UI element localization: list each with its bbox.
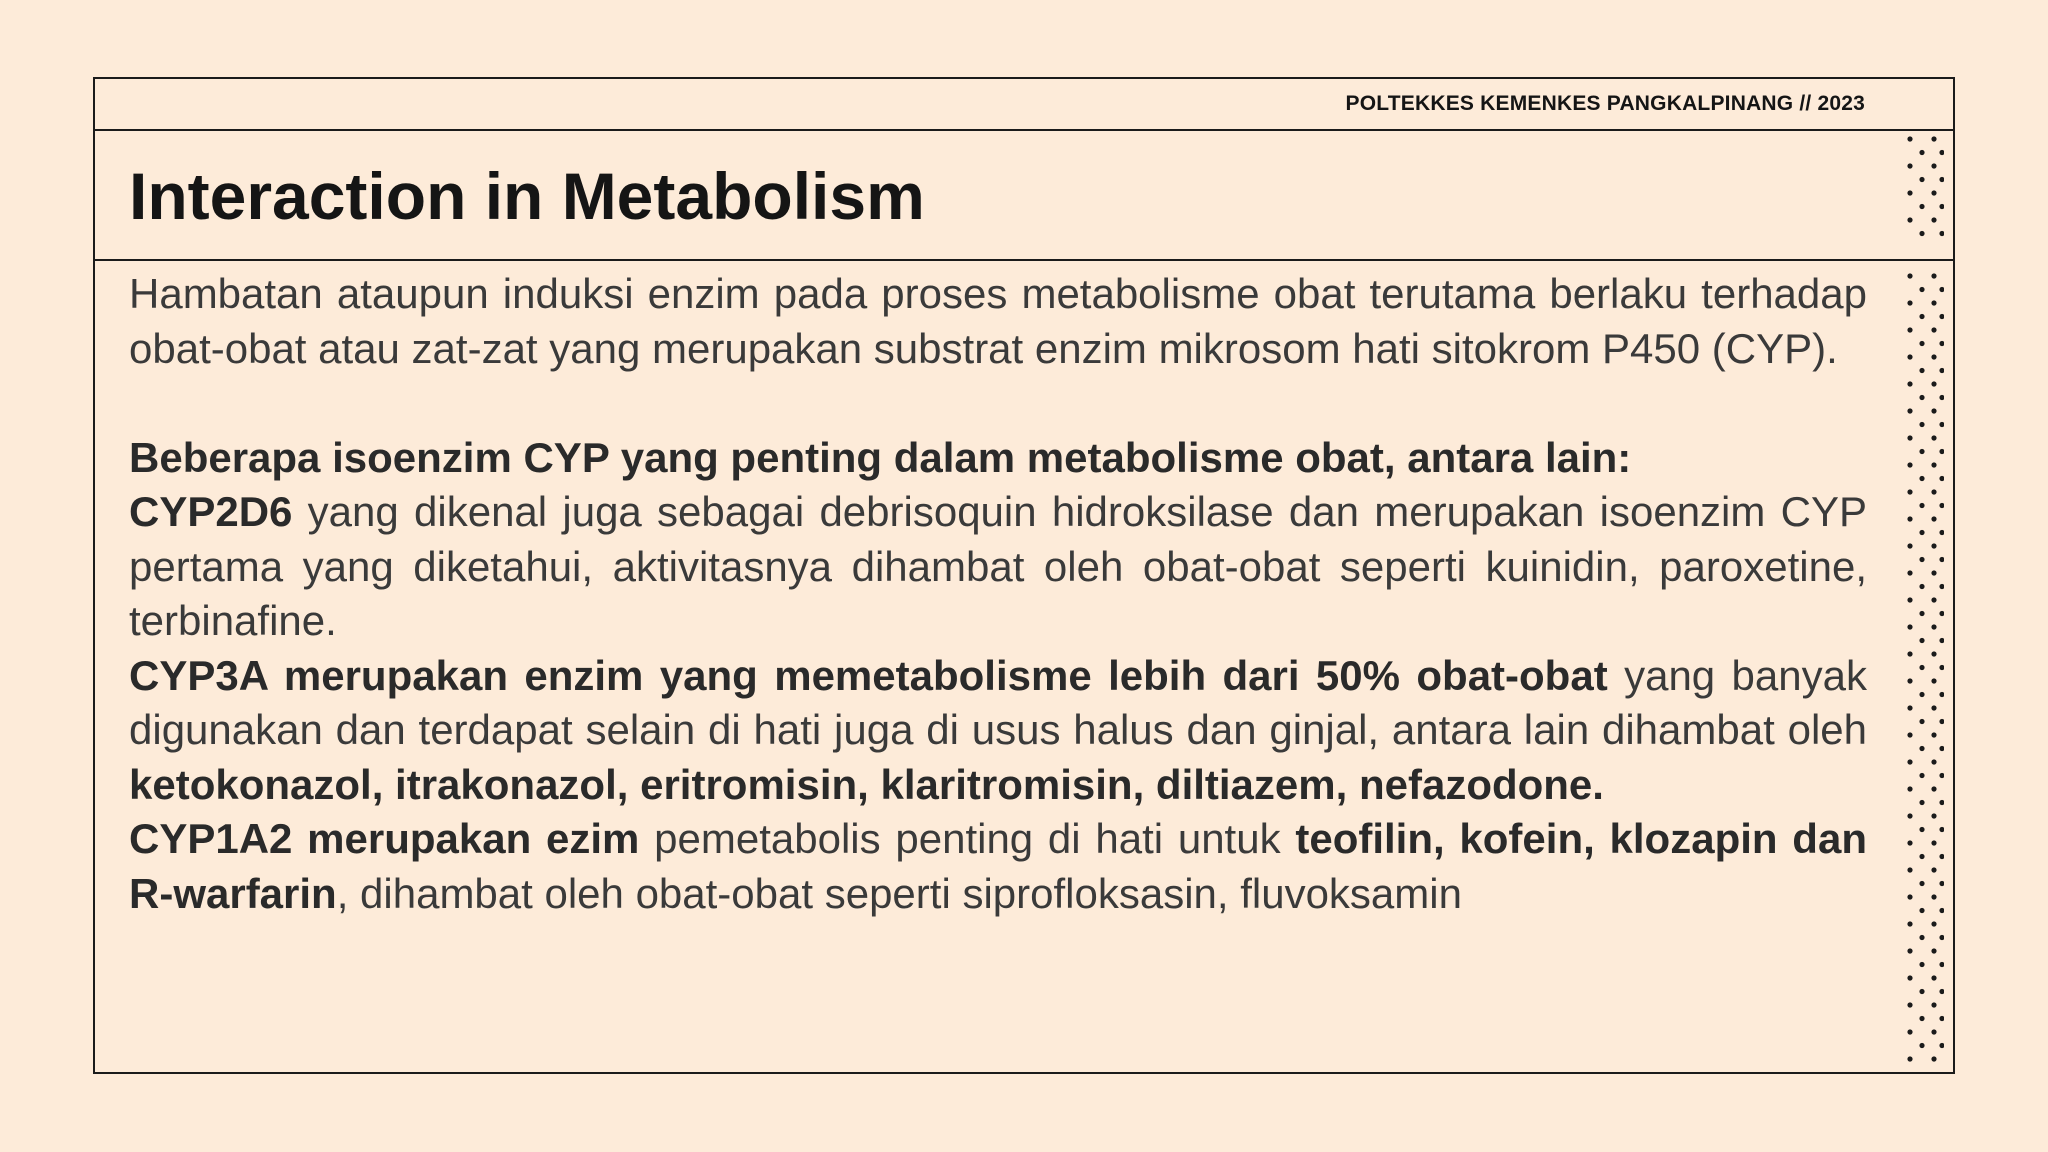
decorative-dot	[1939, 150, 1944, 155]
decorative-dot	[1907, 867, 1912, 872]
decorative-dot	[1919, 854, 1924, 859]
decorative-dot	[1919, 204, 1924, 209]
cyp2d6-name: CYP2D6	[129, 488, 293, 535]
dot-pattern-top	[1904, 135, 1944, 245]
decorative-dot	[1907, 570, 1912, 575]
header-bar	[95, 79, 1953, 131]
decorative-dot	[1939, 584, 1944, 589]
decorative-dot	[1931, 217, 1936, 222]
decorative-dot	[1939, 530, 1944, 535]
decorative-dot	[1907, 975, 1912, 980]
decorative-dot	[1907, 678, 1912, 683]
decorative-dot	[1931, 190, 1936, 195]
organization-label: POLTEKKES KEMENKES PANGKALPINANG // 2023	[1345, 92, 1865, 115]
decorative-dot	[1931, 489, 1936, 494]
decorative-dot	[1907, 217, 1912, 222]
decorative-dot	[1907, 300, 1912, 305]
decorative-dot	[1939, 314, 1944, 319]
decorative-dot	[1939, 449, 1944, 454]
decorative-dot	[1907, 840, 1912, 845]
cyp1a2-bold: CYP1A2 merupakan ezim	[129, 815, 640, 862]
decorative-dot	[1939, 800, 1944, 805]
decorative-dot	[1939, 881, 1944, 886]
cyp3a-text: yang banyak digunakan dan terdapat selain di hati juga di usus halus dan ginjal, antara lain dihambat oleh	[129, 651, 1867, 753]
decorative-dot	[1931, 381, 1936, 386]
decorative-dot	[1919, 638, 1924, 643]
decorative-dot	[1931, 705, 1936, 710]
decorative-dot	[1907, 732, 1912, 737]
decorative-dot	[1919, 287, 1924, 292]
decorative-dot	[1919, 962, 1924, 967]
decorative-dot	[1907, 435, 1912, 440]
list-heading-paragraph	[129, 431, 1867, 486]
decorative-dot	[1919, 1043, 1924, 1048]
decorative-dot	[1907, 624, 1912, 629]
decorative-dot	[1919, 584, 1924, 589]
decorative-dot	[1939, 746, 1944, 751]
decorative-dot	[1931, 921, 1936, 926]
slide-frame	[93, 77, 1955, 1074]
decorative-dot	[1931, 1029, 1936, 1034]
cyp3a-inhibitors: ketokonazol, itrakonazol, eritromisin, klaritromisin, diltiazem, nefazodone.	[129, 760, 1604, 808]
decorative-dot	[1939, 368, 1944, 373]
decorative-dot	[1919, 881, 1924, 886]
list-heading: Beberapa isoenzim CYP yang penting dalam metabolisme obat, antara lain:	[129, 433, 1632, 481]
decorative-dot	[1939, 476, 1944, 481]
decorative-dot	[1931, 624, 1936, 629]
title-bar	[95, 129, 1953, 261]
decorative-dot	[1939, 395, 1944, 400]
decorative-dot	[1907, 1002, 1912, 1007]
decorative-dot	[1931, 759, 1936, 764]
decorative-dot	[1919, 692, 1924, 697]
decorative-dot	[1931, 163, 1936, 168]
decorative-dot	[1919, 611, 1924, 616]
decorative-dot	[1919, 150, 1924, 155]
decorative-dot	[1931, 651, 1936, 656]
decorative-dot	[1907, 408, 1912, 413]
decorative-dot	[1907, 543, 1912, 548]
decorative-dot	[1919, 341, 1924, 346]
decorative-dot	[1931, 867, 1936, 872]
decorative-dot	[1907, 651, 1912, 656]
decorative-dot	[1939, 719, 1944, 724]
decorative-dot	[1907, 462, 1912, 467]
decorative-dot	[1919, 719, 1924, 724]
decorative-dot	[1907, 759, 1912, 764]
paragraph-spacer	[129, 376, 1867, 431]
decorative-dot	[1919, 827, 1924, 832]
decorative-dot	[1919, 422, 1924, 427]
decorative-dot	[1939, 503, 1944, 508]
decorative-dot	[1931, 678, 1936, 683]
decorative-dot	[1907, 381, 1912, 386]
decorative-dot	[1931, 300, 1936, 305]
cyp2d6-paragraph	[129, 485, 1867, 649]
decorative-dot	[1919, 773, 1924, 778]
decorative-dot	[1939, 665, 1944, 670]
decorative-dot	[1907, 190, 1912, 195]
decorative-dot	[1931, 435, 1936, 440]
decorative-dot	[1939, 854, 1944, 859]
decorative-dot	[1939, 341, 1944, 346]
decorative-dot	[1919, 449, 1924, 454]
decorative-dot	[1907, 489, 1912, 494]
decorative-dot	[1919, 530, 1924, 535]
decorative-dot	[1939, 177, 1944, 182]
decorative-dot	[1931, 1056, 1936, 1061]
decorative-dot	[1907, 813, 1912, 818]
decorative-dot	[1939, 962, 1944, 967]
decorative-dot	[1919, 368, 1924, 373]
decorative-dot	[1907, 327, 1912, 332]
decorative-dot	[1939, 935, 1944, 940]
cyp2d6-text: yang dikenal juga sebagai debrisoquin hidroksilase dan merupakan isoenzim CYP pertama yang diketahui, aktivitasnya dihambat oleh obat-obat seperti kuinidin, paroxetine, terbinafine.	[129, 488, 1867, 644]
cyp3a-bold: CYP3A merupakan enzim yang memetabolisme lebih dari 50% obat-obat	[129, 651, 1608, 699]
decorative-dot	[1939, 1043, 1944, 1048]
decorative-dot	[1919, 800, 1924, 805]
decorative-dot	[1931, 543, 1936, 548]
decorative-dot	[1907, 705, 1912, 710]
decorative-dot	[1919, 746, 1924, 751]
cyp1a2-paragraph	[129, 812, 1867, 921]
decorative-dot	[1939, 692, 1944, 697]
decorative-dot	[1939, 773, 1944, 778]
decorative-dot	[1907, 354, 1912, 359]
decorative-dot	[1931, 597, 1936, 602]
cyp3a-paragraph	[129, 649, 1867, 813]
content-body	[129, 267, 1867, 921]
decorative-dot	[1931, 894, 1936, 899]
decorative-dot	[1931, 840, 1936, 845]
decorative-dot	[1907, 948, 1912, 953]
decorative-dot	[1939, 1016, 1944, 1021]
decorative-dot	[1939, 908, 1944, 913]
decorative-dot	[1907, 136, 1912, 141]
decorative-dot	[1931, 786, 1936, 791]
decorative-dot	[1907, 921, 1912, 926]
dot-pattern-right	[1904, 272, 1944, 1062]
decorative-dot	[1931, 948, 1936, 953]
decorative-dot	[1907, 273, 1912, 278]
cyp1a2-tail: , dihambat oleh obat-obat seperti siprofloksasin, fluvoksamin	[336, 869, 1462, 917]
decorative-dot	[1939, 989, 1944, 994]
decorative-dot	[1907, 1029, 1912, 1034]
decorative-dot	[1931, 732, 1936, 737]
decorative-dot	[1931, 1002, 1936, 1007]
decorative-dot	[1931, 408, 1936, 413]
decorative-dot	[1931, 462, 1936, 467]
decorative-dot	[1919, 177, 1924, 182]
decorative-dot	[1939, 827, 1944, 832]
decorative-dot	[1939, 204, 1944, 209]
decorative-dot	[1919, 503, 1924, 508]
decorative-dot	[1919, 908, 1924, 913]
cyp1a2-text: pemetabolis penting di hati untuk	[639, 815, 1296, 862]
decorative-dot	[1931, 570, 1936, 575]
decorative-dot	[1931, 273, 1936, 278]
decorative-dot	[1931, 516, 1936, 521]
decorative-dot	[1919, 314, 1924, 319]
decorative-dot	[1907, 894, 1912, 899]
decorative-dot	[1919, 557, 1924, 562]
decorative-dot	[1907, 1056, 1912, 1061]
decorative-dot	[1919, 935, 1924, 940]
decorative-dot	[1939, 287, 1944, 292]
decorative-dot	[1907, 786, 1912, 791]
decorative-dot	[1919, 1016, 1924, 1021]
cyp1a2-substrates: teofilin, kofein, klozapin dan R-warfarin	[129, 815, 1867, 917]
decorative-dot	[1919, 395, 1924, 400]
decorative-dot	[1939, 557, 1944, 562]
decorative-dot	[1939, 231, 1944, 236]
decorative-dot	[1919, 989, 1924, 994]
decorative-dot	[1931, 975, 1936, 980]
decorative-dot	[1931, 327, 1936, 332]
decorative-dot	[1939, 611, 1944, 616]
decorative-dot	[1907, 597, 1912, 602]
decorative-dot	[1931, 354, 1936, 359]
decorative-dot	[1931, 813, 1936, 818]
decorative-dot	[1907, 516, 1912, 521]
decorative-dot	[1939, 422, 1944, 427]
decorative-dot	[1907, 163, 1912, 168]
intro-paragraph: Hambatan ataupun induksi enzim pada proses metabolisme obat terutama berlaku terhadap obat-obat atau zat-zat yang merupakan substrat enzim mikrosom hati sitokrom P450 (CYP).	[129, 270, 1867, 372]
decorative-dot	[1919, 231, 1924, 236]
decorative-dot	[1931, 136, 1936, 141]
decorative-dot	[1919, 476, 1924, 481]
page-title: Interaction in Metabolism	[129, 159, 925, 233]
decorative-dot	[1939, 638, 1944, 643]
decorative-dot	[1919, 665, 1924, 670]
